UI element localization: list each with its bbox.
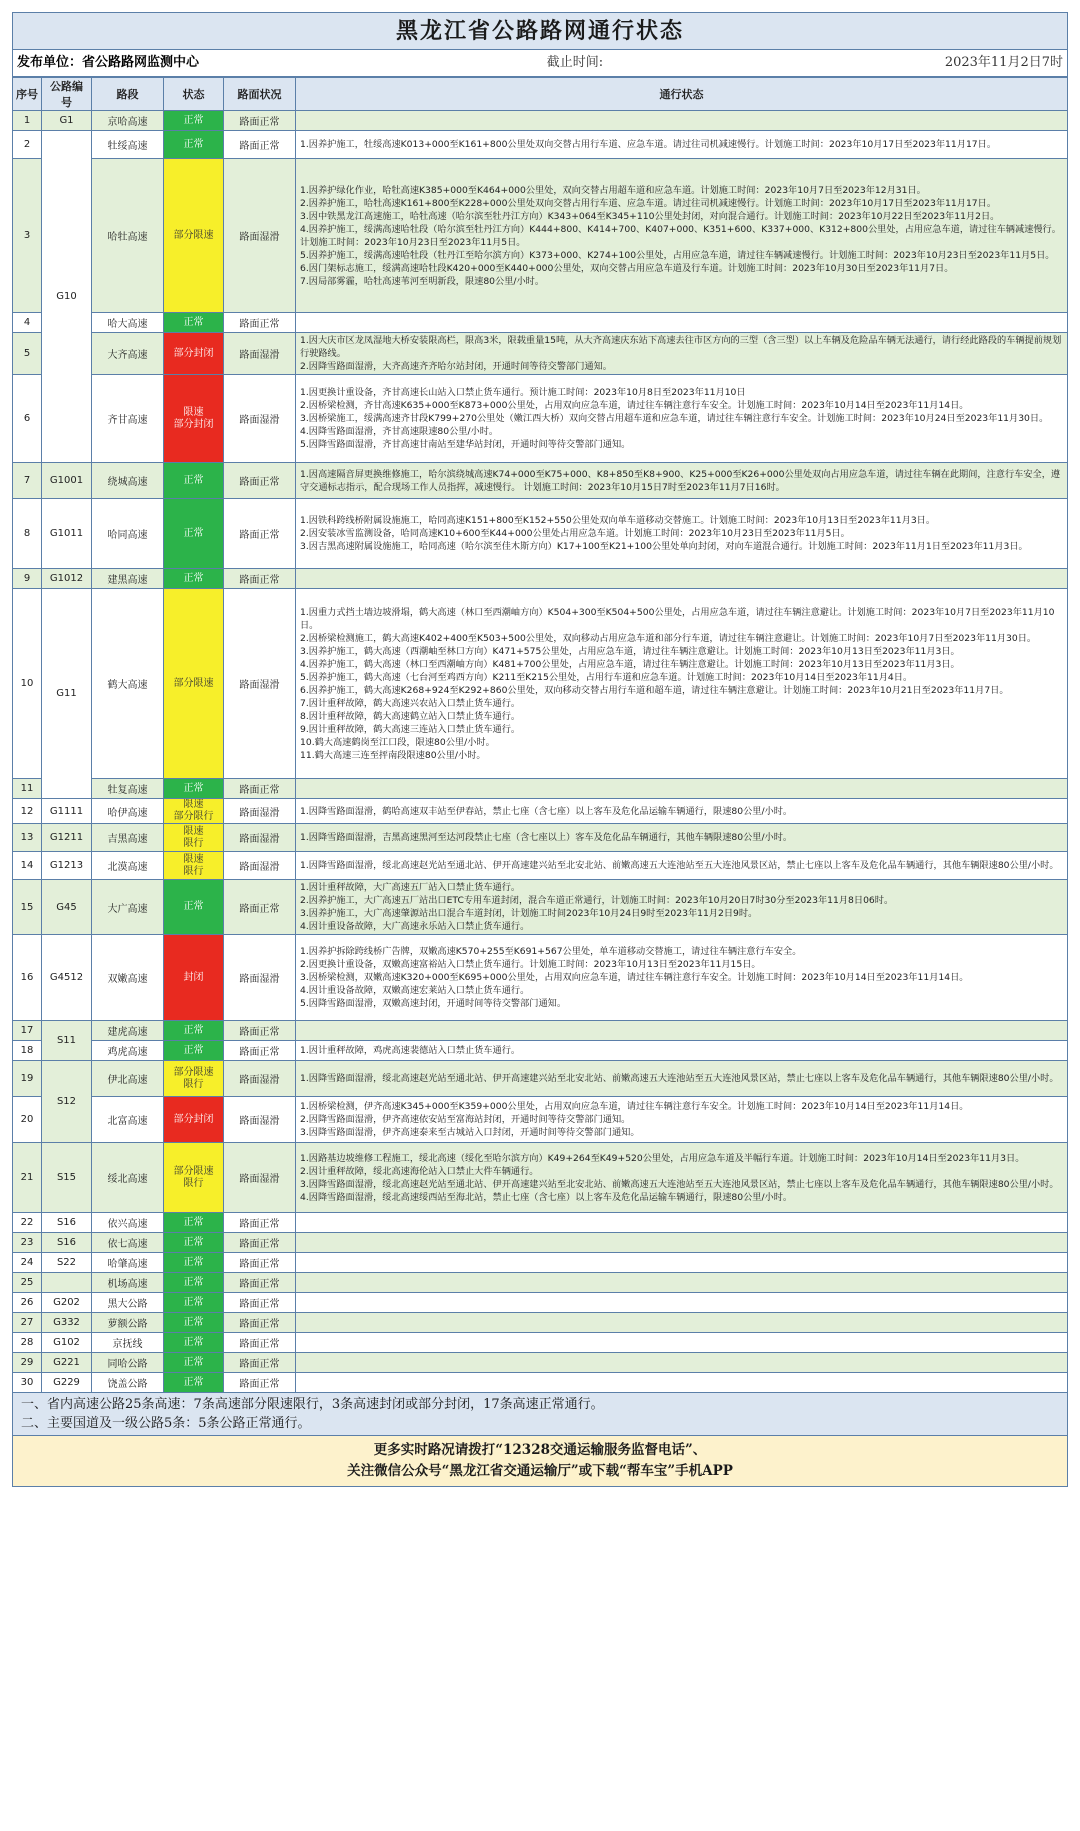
- detail-lines: [300, 1044, 1063, 1057]
- status-badge: 限速 限行: [164, 852, 224, 880]
- segment-name: 北富高速: [92, 1097, 164, 1143]
- detail-line: 2.因计重秤故障，绥北高速海伦站入口禁止大件车辆通行。: [300, 1165, 539, 1177]
- table-row: [13, 569, 1068, 589]
- traffic-details: [296, 159, 1068, 313]
- status-badge: 正常: [164, 499, 224, 569]
- publisher-label: 发布单位：省公路路网监测中心: [17, 55, 200, 70]
- table-header-row: [13, 78, 1068, 111]
- traffic-details: [296, 1021, 1068, 1041]
- detail-line: 5.因养护施工，鹤大高速（七台河至鸡西方向）K211至K215公里处，占用行车道和应急车道。计划施工时间：2023年10月14日至2023年11月4日。: [300, 671, 913, 683]
- segment-name: 萝额公路: [92, 1313, 164, 1333]
- road-code: G1: [42, 111, 92, 131]
- detail-line: 1.因大庆市区龙凤湿地大桥安装限高栏，限高3米，限载重量15吨，从大齐高速庆东站下高速去往市区方向的三型（含三型）以上车辆及危险品车辆无法通行，请行经此路段的车辆提前规划行驶路线。: [300, 335, 1062, 359]
- status-table: [12, 77, 1068, 1393]
- road-surface: 路面湿滑: [224, 1143, 296, 1213]
- detail-line: 4.因养护施工，鹤大高速（林口至西潮岫方向）K481+700公里处，占用应急车道，请过往车辆注意避让。计划施工时间：2023年10月13日至2023年11月3日。: [300, 658, 960, 670]
- cutoff-label: 截止时间:: [546, 55, 604, 70]
- table-row: [13, 131, 1068, 159]
- segment-name: 北漠高速: [92, 852, 164, 880]
- road-code: G332: [42, 1313, 92, 1333]
- status-badge: 正常: [164, 1233, 224, 1253]
- header-details: 通行状态: [296, 78, 1068, 111]
- detail-lines: [300, 606, 1063, 762]
- detail-line: 5.因降雪路面湿滑，双嫩高速封闭，开通时间等待交警部门通知。: [300, 998, 567, 1009]
- road-surface: 路面正常: [224, 111, 296, 131]
- status-badge: 限速 部分限行: [164, 799, 224, 824]
- table-row: [13, 463, 1068, 499]
- status-badge: 正常: [164, 313, 224, 333]
- status-badge: 正常: [164, 131, 224, 159]
- detail-line: 1.因铁科跨线桥附属设施施工，哈同高速K151+800至K152+550公里处双向单车道移动交替施工。计划施工时间：2023年10月13日至2023年11月3日。: [300, 515, 936, 526]
- segment-name: 鸡虎高速: [92, 1041, 164, 1061]
- footer-notice: [12, 1436, 1068, 1487]
- detail-line: 3.因养护施工，鹤大高速（西潮岫至林口方向）K471+575公里处，占用应急车道，请过往车辆注意避让。计划施工时间：2023年10月13日至2023年11月3日。: [300, 645, 960, 657]
- detail-line: 2.因桥梁检测，齐甘高速K635+000至K873+000公里处，占用双向应急车道，请过往车辆注意行车安全。计划施工时间：2023年10月14日至2023年11月14日。: [300, 400, 969, 411]
- row-number: 30: [13, 1373, 42, 1393]
- table-row: [13, 1253, 1068, 1273]
- detail-line: 3.因桥梁施工，绥满高速齐甘段K799+270公里处（嫩江西大桥）双向交替占用超车道和应急车道，请过往车辆注意行车安全。计划施工时间：2023年10月24日至2023年11月30日。: [300, 413, 1049, 424]
- road-surface: 路面湿滑: [224, 935, 296, 1021]
- segment-name: 哈肇高速: [92, 1253, 164, 1273]
- status-badge: 部分封闭: [164, 1097, 224, 1143]
- segment-name: 绥北高速: [92, 1143, 164, 1213]
- road-surface: 路面正常: [224, 1253, 296, 1273]
- row-number: 12: [13, 799, 42, 824]
- detail-line: 8.因计重秤故障，鹤大高速鹤立站入口禁止货车通行。: [300, 710, 521, 722]
- cutoff-date: 2023年11月2日7时: [944, 55, 1063, 70]
- road-surface: 路面湿滑: [224, 824, 296, 852]
- table-row: [13, 589, 1068, 779]
- detail-line: 1.因高速隔音屏更换维修施工，哈尔滨绕城高速K74+000至K75+000、K8+850至K8+900、K25+000至K26+000公里处双向占用应急车道，请过往车辆在此期间，注意行车安全，遵守交通标志指示，配合现场工作人员指挥，减速慢行。 计划施工时间：2023年10月15日7时至2023年11月7日16时。: [300, 468, 1061, 493]
- road-code: G202: [42, 1293, 92, 1313]
- segment-name: 大齐高速: [92, 333, 164, 375]
- header-road: 公路编号: [42, 78, 92, 111]
- detail-line: 11.鹤大高速三连至抨南段限速80公里/小时。: [300, 749, 486, 761]
- sheet-title: 黑龙江省公路路网通行状态: [12, 12, 1068, 50]
- table-row: [13, 111, 1068, 131]
- road-surface: 路面正常: [224, 499, 296, 569]
- status-badge: 部分限速: [164, 589, 224, 779]
- status-badge: 正常: [164, 779, 224, 799]
- detail-lines: [300, 945, 1063, 1010]
- detail-lines: [300, 831, 1063, 844]
- detail-lines: [300, 386, 1063, 451]
- road-surface: 路面正常: [224, 880, 296, 935]
- road-code: G1211: [42, 824, 92, 852]
- segment-name: 伊北高速: [92, 1061, 164, 1097]
- road-surface: 路面湿滑: [224, 333, 296, 375]
- segment-name: 饶盖公路: [92, 1373, 164, 1393]
- road-surface: 路面正常: [224, 1273, 296, 1293]
- detail-line: 3.因养护施工，大广高速肇源站出口混合车道封闭，计划施工时间2023年10月24日9时至2023年11月2日9时。: [300, 908, 758, 919]
- row-number: 23: [13, 1233, 42, 1253]
- row-number: 27: [13, 1313, 42, 1333]
- table-row: [13, 880, 1068, 935]
- segment-name: 同哈公路: [92, 1353, 164, 1373]
- status-badge: 正常: [164, 569, 224, 589]
- detail-line: 1.因降雪路面湿滑，绥北高速赵光站至通北站、伊开高速建兴站至北安北站、前嫩高速五大连池站至五大连池风景区站，禁止七座以上客车及危化品车辆通行，其他车辆限速80公里/小时。: [300, 1073, 1059, 1084]
- detail-line: 2.因安装冰雪监测设备，哈同高速K10+600至K44+000公里处占用应急车道。计划施工时间：2023年10月23日至2023年11月5日。: [300, 528, 850, 539]
- road-surface: 路面正常: [224, 1233, 296, 1253]
- segment-name: 机场高速: [92, 1273, 164, 1293]
- traffic-details: [296, 463, 1068, 499]
- table-row: [13, 852, 1068, 880]
- road-code: [42, 1273, 92, 1293]
- row-number: 17: [13, 1021, 42, 1041]
- row-number: 19: [13, 1061, 42, 1097]
- traffic-details: [296, 1143, 1068, 1213]
- table-row: [13, 1273, 1068, 1293]
- detail-line: 1.因计重秤故障，大广高速五厂站入口禁止货车通行。: [300, 882, 521, 893]
- traffic-details: [296, 499, 1068, 569]
- road-surface: 路面湿滑: [224, 799, 296, 824]
- traffic-details: [296, 799, 1068, 824]
- table-row: [13, 159, 1068, 313]
- road-code: S16: [42, 1233, 92, 1253]
- traffic-details: [296, 1293, 1068, 1313]
- status-badge: 正常: [164, 1293, 224, 1313]
- road-code: S11: [42, 1021, 92, 1061]
- detail-line: 1.因更换计重设备，齐甘高速长山站入口禁止货车通行。预计施工时间：2023年10月8日至2023年11月10日: [300, 387, 746, 398]
- row-number: 6: [13, 375, 42, 463]
- status-badge: 正常: [164, 1213, 224, 1233]
- road-surface: 路面正常: [224, 131, 296, 159]
- info-bar: [12, 50, 1068, 77]
- road-code: G1001: [42, 463, 92, 499]
- detail-line: 1.因计重秤故障，鸡虎高速裴德站入口禁止货车通行。: [300, 1045, 521, 1056]
- traffic-details: [296, 1213, 1068, 1233]
- detail-lines: [300, 859, 1063, 872]
- traffic-details: [296, 880, 1068, 935]
- summary-line: 二、主要国道及一级公路5条：5条公路正常通行。: [21, 1416, 311, 1431]
- detail-line: 10.鹤大高速鹤岗至江口段，限速80公里/小时。: [300, 736, 495, 748]
- traffic-details: [296, 333, 1068, 375]
- traffic-details: [296, 1373, 1068, 1393]
- detail-line: 3.因中铁黑龙江高速施工，哈牡高速（哈尔滨至牡丹江方向）K343+064至K345+110公里处封闭，对向混合通行。计划施工时间：2023年10月22日至2023年11月2日。: [300, 210, 1000, 222]
- segment-name: 双嫩高速: [92, 935, 164, 1021]
- summary-box: [12, 1393, 1068, 1436]
- detail-line: 7.因计重秤故障，鹤大高速兴农站入口禁止货车通行。: [300, 697, 521, 709]
- segment-name: 吉黑高速: [92, 824, 164, 852]
- detail-line: 2.因养护施工，大广高速五厂站出口ETC专用车道封闭，混合车道正常通行，计划施工时间：2023年10月20日7时30分至2023年11月8日06时。: [300, 895, 894, 906]
- detail-lines: [300, 805, 1063, 818]
- table-row: [13, 375, 1068, 463]
- traffic-details: [296, 1233, 1068, 1253]
- status-badge: 正常: [164, 1313, 224, 1333]
- status-badge: 部分封闭: [164, 333, 224, 375]
- row-number: 20: [13, 1097, 42, 1143]
- row-number: 18: [13, 1041, 42, 1061]
- status-badge: 部分限速 限行: [164, 1143, 224, 1213]
- detail-line: 9.因计重秤故障，鹤大高速三连站入口禁止货车通行。: [300, 723, 521, 735]
- detail-line: 5.因降雪路面湿滑，齐甘高速甘南站至建华站封闭，开通时间等待交警部门通知。: [300, 439, 631, 450]
- detail-line: 2.因养护施工，哈牡高速K161+800至K228+000公里处双向交替占用行车道、应急车道。请过往司机减速慢行。计划施工时间：2023年10月17日至2023年11月17日。: [300, 197, 997, 209]
- status-badge: 封闭: [164, 935, 224, 1021]
- traffic-details: [296, 935, 1068, 1021]
- road-code: G45: [42, 880, 92, 935]
- traffic-details: [296, 111, 1068, 131]
- road-code: S22: [42, 1253, 92, 1273]
- road-surface: 路面湿滑: [224, 159, 296, 313]
- detail-line: 1.因降雪路面湿滑，吉黑高速黑河至达河段禁止七座（含七座以上）客车及危化品车辆通行，其他车辆限速80公里/小时。: [300, 832, 793, 843]
- traffic-details: [296, 589, 1068, 779]
- table-row: [13, 779, 1068, 799]
- detail-line: 3.因桥梁检测，双嫩高速K320+000至K695+000公里处，占用双向应急车道，请过往车辆注意行车安全。计划施工时间：2023年10月14日至2023年11月14日。: [300, 972, 969, 983]
- road-code: S12: [42, 1061, 92, 1143]
- segment-name: 黑大公路: [92, 1293, 164, 1313]
- row-number: 5: [13, 333, 42, 375]
- table-row: [13, 1313, 1068, 1333]
- table-row: [13, 1097, 1068, 1143]
- detail-line: 1.因路基边坡维修工程施工，绥北高速（绥化至哈尔滨方向）K49+264至K49+520公里处，占用应急车道及半幅行车道。计划施工时间：2023年10月14日至2023年11月3日。: [300, 1152, 1025, 1164]
- detail-line: 2.因降雪路面湿滑，大齐高速齐齐哈尔站封闭，开通时间等待交警部门通知。: [300, 361, 612, 372]
- segment-name: 哈伊高速: [92, 799, 164, 824]
- traffic-details: [296, 375, 1068, 463]
- detail-line: 6.因养护施工，鹤大高速K268+924至K292+860公里处，双向移动交替占用行车道和超车道，请过往车辆注意避让。计划施工时间：2023年10月21日至2023年11月7日。: [300, 684, 1009, 696]
- footer-line: 关注微信公众号“黑龙江省交通运输厅”或下载“帮车宝”手机APP: [347, 1463, 733, 1479]
- detail-lines: [300, 184, 1063, 288]
- table-row: [13, 824, 1068, 852]
- detail-lines: [300, 881, 1063, 933]
- row-number: 7: [13, 463, 42, 499]
- detail-line: 2.因更换计重设备，双嫩高速富裕站入口禁止货车通行。计划施工时间：2023年10月13日至2023年11月15日。: [300, 959, 761, 970]
- status-badge: 正常: [164, 111, 224, 131]
- road-surface: 路面正常: [224, 313, 296, 333]
- detail-line: 1.因养护拆除跨线桥广告牌，双嫩高速K570+255至K691+567公里处，单车道移动交替施工，请过往车辆注意行车安全。: [300, 946, 802, 957]
- row-number: 25: [13, 1273, 42, 1293]
- table-row: [13, 1143, 1068, 1213]
- road-surface: 路面湿滑: [224, 589, 296, 779]
- row-number: 1: [13, 111, 42, 131]
- detail-line: 4.因降雪路面湿滑，绥北高速绥西站至海北站，禁止七座（含七座）以上客车及危化品运输车辆通行，限速80公里/小时。: [300, 1191, 793, 1203]
- table-row: [13, 799, 1068, 824]
- road-surface: 路面正常: [224, 1333, 296, 1353]
- road-code: S15: [42, 1143, 92, 1213]
- road-surface: 路面湿滑: [224, 375, 296, 463]
- footer-line: 更多实时路况请拨打“12328交通运输服务监督电话”、: [373, 1442, 707, 1458]
- detail-lines: [300, 514, 1063, 553]
- row-number: 11: [13, 779, 42, 799]
- road-surface: 路面正常: [224, 1021, 296, 1041]
- status-badge: 正常: [164, 1021, 224, 1041]
- detail-line: 3.因降雪路面湿滑，绥北高速赵光站至通北站、伊开高速建兴站至北安北站、前嫩高速五大连池站至五大连池风景区站，禁止七座以上客车及危化品车辆通行，其他车辆限速80公里/小时。: [300, 1178, 1059, 1190]
- road-code: G1213: [42, 852, 92, 880]
- road-surface: 路面湿滑: [224, 1061, 296, 1097]
- road-code: G221: [42, 1353, 92, 1373]
- segment-name: 哈牡高速: [92, 159, 164, 313]
- detail-line: 1.因养护绿化作业，哈牡高速K385+000至K464+000公里处，双向交替占用超车道和应急车道。计划施工时间：2023年10月7日至2023年12月31日。: [300, 184, 926, 196]
- segment-name: 牡复高速: [92, 779, 164, 799]
- table-row: [13, 1061, 1068, 1097]
- road-surface: 路面正常: [224, 779, 296, 799]
- traffic-details: [296, 1333, 1068, 1353]
- segment-name: 哈大高速: [92, 313, 164, 333]
- status-badge: 正常: [164, 1273, 224, 1293]
- road-surface: 路面正常: [224, 1313, 296, 1333]
- traffic-details: [296, 569, 1068, 589]
- segment-name: 鹤大高速: [92, 589, 164, 779]
- detail-line: 7.因局部雾霾，哈牡高速苇河至明新段，限速80公里/小时。: [300, 275, 545, 287]
- detail-line: 3.因吉黑高速附属设施施工，哈同高速（哈尔滨至佳木斯方向）K17+100至K21+100公里处单向封闭，对向车道混合通行。计划施工时间：2023年11月1日至2023年11月3日。: [300, 541, 1028, 552]
- road-surface: 路面正常: [224, 1353, 296, 1373]
- road-code: G1012: [42, 569, 92, 589]
- row-number: 14: [13, 852, 42, 880]
- segment-name: 依七高速: [92, 1233, 164, 1253]
- status-badge: 部分限速 限行: [164, 1061, 224, 1097]
- row-number: 9: [13, 569, 42, 589]
- detail-line: 1.因降雪路面湿滑，鹤哈高速双丰站至伊春站，禁止七座（含七座）以上客车及危化品运输车辆通行，限速80公里/小时。: [300, 805, 793, 817]
- traffic-details: [296, 1041, 1068, 1061]
- traffic-details: [296, 1253, 1068, 1273]
- status-badge: 正常: [164, 1041, 224, 1061]
- header-segment: 路段: [92, 78, 164, 111]
- row-number: 4: [13, 313, 42, 333]
- segment-name: 京抚线: [92, 1333, 164, 1353]
- detail-line: 4.因计重设备故障，双嫩高速宏莱站入口禁止货车通行。: [300, 985, 530, 996]
- traffic-details: [296, 1061, 1068, 1097]
- road-surface: 路面湿滑: [224, 1097, 296, 1143]
- status-badge: 部分限速: [164, 159, 224, 313]
- segment-name: 建虎高速: [92, 1021, 164, 1041]
- traffic-details: [296, 1273, 1068, 1293]
- traffic-details: [296, 313, 1068, 333]
- status-badge: 正常: [164, 1253, 224, 1273]
- detail-lines: [300, 138, 1063, 151]
- road-surface: 路面正常: [224, 1041, 296, 1061]
- row-number: 29: [13, 1353, 42, 1373]
- road-surface: 路面湿滑: [224, 852, 296, 880]
- road-surface: 路面正常: [224, 569, 296, 589]
- row-number: 15: [13, 880, 42, 935]
- table-row: [13, 1021, 1068, 1041]
- detail-line: 1.因桥梁检测，伊齐高速K345+000至K359+000公里处，占用双向应急车道，请过往车辆注意行车安全。计划施工时间：2023年10月14日至2023年11月14日。: [300, 1101, 969, 1112]
- road-code: S16: [42, 1213, 92, 1233]
- row-number: 28: [13, 1333, 42, 1353]
- row-number: 26: [13, 1293, 42, 1313]
- road-surface: 路面正常: [224, 1373, 296, 1393]
- table-row: [13, 1213, 1068, 1233]
- detail-lines: [300, 468, 1063, 494]
- table-row: [13, 499, 1068, 569]
- road-code: G102: [42, 1333, 92, 1353]
- row-number: 2: [13, 131, 42, 159]
- traffic-details: [296, 824, 1068, 852]
- segment-name: 依兴高速: [92, 1213, 164, 1233]
- status-sheet: [12, 12, 1068, 1487]
- row-number: 8: [13, 499, 42, 569]
- row-number: 22: [13, 1213, 42, 1233]
- status-badge: 正常: [164, 880, 224, 935]
- row-number: 3: [13, 159, 42, 313]
- detail-line: 2.因桥梁检测施工，鹤大高速K402+400至K503+500公里处，双向移动占用应急车道和部分行车道，请过往车辆注意避让。计划施工时间：2023年10月7日至2023年11月30日。: [300, 632, 1037, 644]
- status-badge: 限速 部分封闭: [164, 375, 224, 463]
- segment-name: 牡绥高速: [92, 131, 164, 159]
- detail-line: 1.因重力式挡土墙边坡滑塌，鹤大高速（林口至西潮岫方向）K504+300至K504+500公里处，占用应急车道，请过往车辆注意避让。计划施工时间：2023年10月7日至2023年11月10日。: [300, 606, 1055, 631]
- road-code: G1011: [42, 499, 92, 569]
- table-row: [13, 935, 1068, 1021]
- detail-line: 6.因门架标志施工，绥满高速哈牡段K420+000至K440+000公里处，双向交替占用应急车道及行车道。计划施工时间：2023年10月30日至2023年11月7日。: [300, 262, 954, 274]
- road-code: G10: [42, 131, 92, 463]
- detail-line: 1.因降雪路面湿滑，绥北高速赵光站至通北站、伊开高速建兴站至北安北站、前嫩高速五大连池站至五大连池风景区站，禁止七座以上客车及危化品车辆通行，其他车辆限速80公里/小时。: [300, 860, 1059, 871]
- segment-name: 京哈高速: [92, 111, 164, 131]
- header-surface: 路面状况: [224, 78, 296, 111]
- segment-name: 绕城高速: [92, 463, 164, 499]
- status-badge: 正常: [164, 463, 224, 499]
- detail-line: 5.因养护施工，绥满高速哈牡段（牡丹江至哈尔滨方向）K373+000、K274+100公里处，占用应急车道，请过往车辆减速慢行。计划施工时间：2023年10月23日至2023年11月5日。: [300, 249, 1055, 261]
- table-body: [13, 111, 1068, 1393]
- row-number: 16: [13, 935, 42, 1021]
- detail-line: 1.因养护施工，牡绥高速K013+000至K161+800公里处双向交替占用行车道、应急车道。请过往司机减速慢行。计划施工时间：2023年10月17日至2023年11月17日。: [300, 139, 997, 150]
- detail-line: 2.因降雪路面湿滑，伊齐高速依安站至富海站封闭，开通时间等待交警部门通知。: [300, 1114, 631, 1125]
- detail-lines: [300, 334, 1063, 373]
- road-surface: 路面正常: [224, 1293, 296, 1313]
- header-status: 状态: [164, 78, 224, 111]
- status-badge: 限速 限行: [164, 824, 224, 852]
- traffic-details: [296, 1353, 1068, 1373]
- segment-name: 哈同高速: [92, 499, 164, 569]
- segment-name: 齐甘高速: [92, 375, 164, 463]
- road-surface: 路面正常: [224, 463, 296, 499]
- table-row: [13, 313, 1068, 333]
- road-code: G229: [42, 1373, 92, 1393]
- row-number: 10: [13, 589, 42, 779]
- detail-line: 3.因降雪路面湿滑，伊齐高速泰来至古城站入口封闭，开通时间等待交警部门通知。: [300, 1127, 640, 1138]
- table-row: [13, 1293, 1068, 1313]
- road-code: G4512: [42, 935, 92, 1021]
- traffic-details: [296, 852, 1068, 880]
- detail-line: 4.因降雪路面湿滑，齐甘高速限速80公里/小时。: [300, 426, 499, 437]
- header-no: 序号: [13, 78, 42, 111]
- road-surface: 路面正常: [224, 1213, 296, 1233]
- detail-lines: [300, 1072, 1063, 1085]
- table-row: [13, 1233, 1068, 1253]
- detail-line: 4.因计重设备故障，大广高速永乐站入口禁止货车通行。: [300, 921, 530, 932]
- summary-line: 一、省内高速公路25条高速：7条高速部分限速限行，3条高速封闭或部分封闭，17条高速正常通行。: [21, 1397, 604, 1412]
- traffic-details: [296, 1097, 1068, 1143]
- segment-name: 建黑高速: [92, 569, 164, 589]
- table-row: [13, 1353, 1068, 1373]
- table-row: [13, 1373, 1068, 1393]
- traffic-details: [296, 779, 1068, 799]
- status-badge: 正常: [164, 1353, 224, 1373]
- segment-name: 大广高速: [92, 880, 164, 935]
- traffic-details: [296, 1313, 1068, 1333]
- road-code: G1111: [42, 799, 92, 824]
- table-row: [13, 333, 1068, 375]
- row-number: 21: [13, 1143, 42, 1213]
- status-badge: 正常: [164, 1373, 224, 1393]
- row-number: 24: [13, 1253, 42, 1273]
- table-row: [13, 1041, 1068, 1061]
- road-code: G11: [42, 589, 92, 799]
- detail-lines: [300, 1152, 1063, 1204]
- table-row: [13, 1333, 1068, 1353]
- detail-lines: [300, 1100, 1063, 1139]
- traffic-details: [296, 131, 1068, 159]
- detail-line: 4.因养护施工，绥满高速哈牡段（哈尔滨至牡丹江方向）K444+800、K414+700、K407+000、K351+600、K337+000、K312+800公里处，占用应急车道，请过往车辆减速慢行。计划施工时间：2023年10月23日至2023年11月5日。: [300, 223, 1061, 248]
- row-number: 13: [13, 824, 42, 852]
- status-badge: 正常: [164, 1333, 224, 1353]
